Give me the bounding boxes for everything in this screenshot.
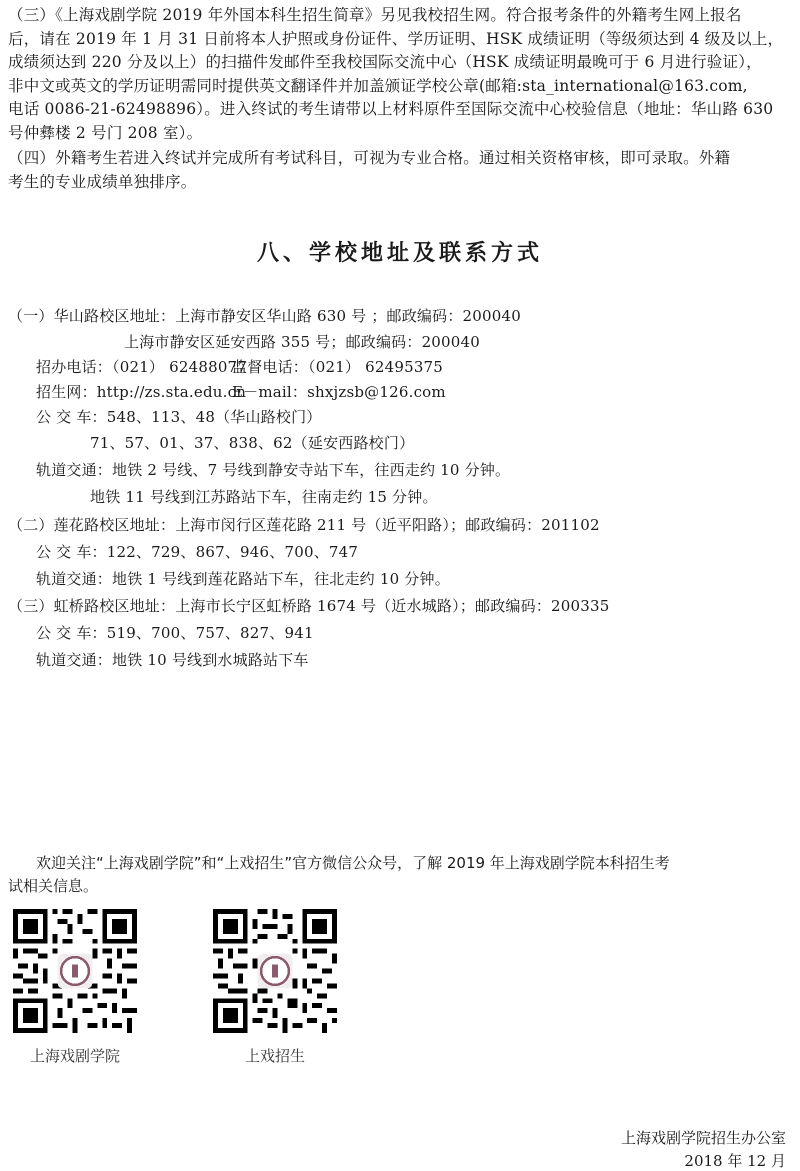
qr-code-shangxi-admissions[interactable] [213,909,337,1033]
qr-label: 上海戏剧学院 [29,1047,120,1065]
qr-label: 上戏招生 [244,1047,305,1065]
lianhua-metro: 轨道交通：地铁 1 号线到莲花路站下车，往北走约 10 分钟。 [36,570,450,588]
hongqiao-address: （三）虹桥路校区地址：上海市长宁区虹桥路 1674 号（近水城路）；邮政编码：200335 [8,597,610,615]
section-4-paragraph [8,147,792,194]
section-heading: 八、学校地址及联系方式 [256,240,543,266]
admissions-email[interactable]: E－mail：shxjzsb@126.com [232,383,446,401]
qr-code-shanghai-theatre-academy[interactable] [13,909,137,1033]
paragraph-line: 号仲彝楼 2 号门 208 室）。 [8,123,203,142]
paragraph-line: 考生的专业成绩单独排序。 [8,172,197,191]
section-3-paragraph [8,4,792,145]
qr-code-icon [13,909,137,1033]
hongqiao-bus: 公 交 车：519、700、757、827、941 [36,624,314,642]
huashan-address: （一）华山路校区地址：上海市静安区华山路 630 号 ；邮政编码：200040 [8,307,521,325]
signature-date: 2018 年 12 月 [684,1152,786,1170]
supervision-phone: 监督电话：（021） 62495375 [232,358,444,376]
yananxi-bus: 71、57、01、37、838、62（延安西路校门） [90,434,415,452]
intro-line: 欢迎关注“上海戏剧学院”和“上戏招生”官方微信公众号，了解 2019 年上海戏剧学院本科招生考 [36,854,670,872]
paragraph-line: 电话 0086-21-62498896）。进入终试的考生请带以上材料原件至国际交流中心校验信息（地址：华山路 630 [8,100,774,118]
lianhua-address: （二）莲花路校区地址：上海市闵行区莲花路 211 号（近平阳路）；邮政编码：201102 [8,516,600,534]
admissions-website[interactable]: 招生网：http://zs.sta.edu.cn [36,383,247,401]
intro-line: 试相关信息。 [8,877,99,895]
huashan-bus: 公 交 车：548、113、48（华山路校门） [36,408,322,426]
yananxi-address: 上海市静安区延安西路 355 号；邮政编码：200040 [124,333,481,351]
qr-code-icon [213,909,337,1033]
admissions-phone: 招办电话：（021） 62488077 [36,358,248,376]
huashan-metro-1: 轨道交通：地铁 2 号线、7 号线到静安寺站下车，往西走约 10 分钟。 [36,461,511,479]
paragraph-line: （四）外籍考生若进入终试并完成所有考试科目，可视为专业合格。通过相关资格审核，即可录取。外籍 [8,149,731,167]
paragraph-line: 成绩须达到 220 分及以上）的扫描件发邮件至我校国际交流中心（HSK 成绩证明最晚可于 6 月进行验证）， [8,53,762,71]
paragraph-line: 非中文或英文的学历证明需同时提供英文翻译件并加盖颁证学校公章(邮箱:sta_international@163.com, [8,76,748,95]
huashan-metro-2: 地铁 11 号线到江苏路站下车，往南走约 15 分钟。 [90,488,438,506]
paragraph-line: （三）《上海戏剧学院 2019 年外国本科生招生简章》另见我校招生网。符合报考条件的外籍考生网上报名 [8,6,742,24]
signature-office: 上海戏剧学院招生办公室 [620,1129,786,1147]
lianhua-bus: 公 交 车：122、729、867、946、700、747 [36,543,359,561]
paragraph-line: 后，请在 2019 年 1 月 31 日前将本人护照或身份证件、学历证明、HSK 成绩证明（等级须达到 4 级及以上， [8,29,784,48]
wechat-intro [8,852,792,898]
hongqiao-metro: 轨道交通：地铁 10 号线到水城路站下车 [36,651,309,669]
